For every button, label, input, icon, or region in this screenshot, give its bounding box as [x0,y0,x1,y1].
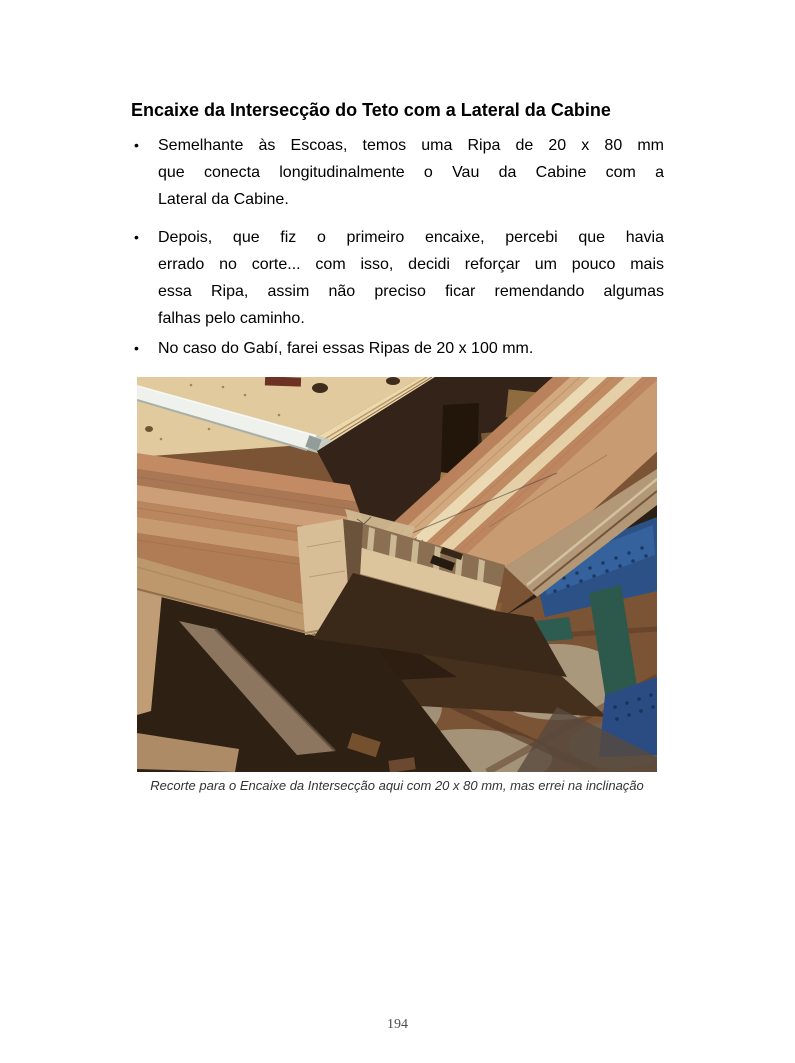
text-line: essa Ripa, assim não preciso ficar remendando algumas [158,283,664,300]
page-number: 194 [387,1017,408,1032]
text-line: Depois, que fiz o primeiro encaixe, percebi que havia [158,229,664,246]
bullet-item-1 [131,132,664,213]
bullet-marker: • [134,340,139,356]
bullet-marker: • [134,137,139,153]
bullet-marker: • [134,229,139,245]
text-line: errado no corte... com isso, decidi reforçar um pouco mais [158,256,664,273]
bullet-text-3 [158,335,664,362]
photo-woodworking-joint [137,377,657,772]
text-line: que conecta longitudinalmente o Vau da Cabine com a [158,164,664,181]
photo-caption: Recorte para o Encaixe da Intersecção aqui com 20 x 80 mm, mas errei na inclinação [150,778,644,793]
text-line: falhas pelo caminho. [158,310,305,327]
bullet-item-2 [131,224,664,332]
bullet-item-3 [131,335,664,362]
bullet-text-2 [158,224,664,332]
text-line: No caso do Gabí, farei essas Ripas de 20 x 100 mm. [158,340,534,357]
photo-illustration [137,377,657,772]
text-line: Semelhante às Escoas, temos uma Ripa de 20 x 80 mm [158,137,664,154]
bullet-text-1 [158,132,664,213]
section-heading: Encaixe da Intersecção do Teto com a Lateral da Cabine [131,100,611,120]
text-line: Lateral da Cabine. [158,191,289,208]
